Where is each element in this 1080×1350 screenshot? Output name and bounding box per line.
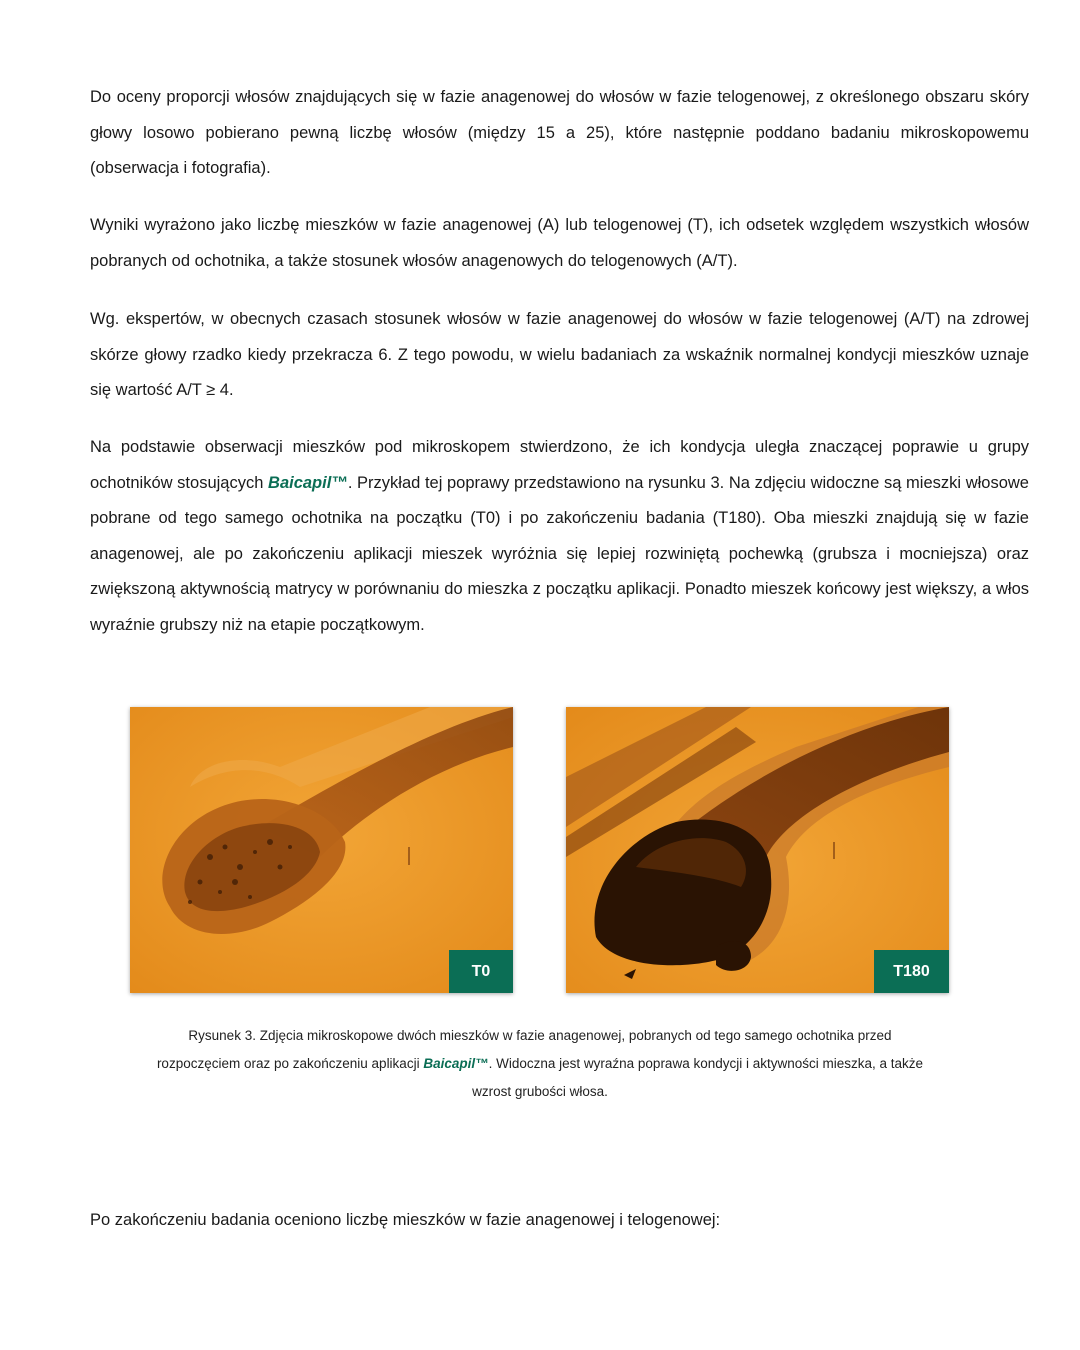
figure-caption: [150, 1022, 930, 1106]
label-t0: T0: [449, 950, 513, 993]
caption-text-2: . Widoczna jest wyraźna poprawa kondycji i aktywności mieszka, a także wzrost grubości włosa.: [472, 1056, 924, 1099]
micrograph-t180: [566, 707, 949, 993]
paragraph-method: Do oceny proporcji włosów znajdujących się w fazie anagenowej do włosów w fazie telogenowej, z określonego obszaru skóry głowy losowo pobierano pewną liczbę włosów (między 15 a 25), które następnie poddano badaniu mikroskopowemu (obserwacja i fotografia).: [90, 88, 1029, 177]
paragraph-observation-text-1: Na podstawie obserwacji mieszków pod mikroskopem stwierdzono, że ich kondycja uległa znaczącej poprawie u grupy ochotników stosujących: [90, 438, 1029, 492]
caption-text-1: Rysunek 3. Zdjęcia mikroskopowe dwóch mieszków w fazie anagenowej, pobranych od tego samego ochotnika przed rozpoczęciem oraz po zakończeniu aplikacji: [156, 1028, 892, 1071]
label-t180: T180: [874, 950, 949, 993]
micrograph-t0: [130, 707, 513, 993]
paragraph-final: Po zakończeniu badania oceniono liczbę mieszków w fazie anagenowej i telogenowej:: [90, 1211, 721, 1229]
brand-name: Baicapil™: [268, 473, 348, 492]
paragraph-results-format: Wyniki wyrażono jako liczbę mieszków w fazie anagenowej (A) lub telogenowej (T), ich odsetek względem wszystkich włosów pobranych od ochotnika, a także stosunek włosów anagenowych do telogenowych (A/T).: [90, 216, 1029, 270]
paragraph-observation: [90, 430, 1029, 643]
paragraph-experts: Wg. ekspertów, w obecnych czasach stosunek włosów w fazie anagenowej do włosów w fazie telogenowej (A/T) na zdrowej skórze głowy rzadko kiedy przekracza 6. Z tego powodu, w wielu badaniach za wskaźnik normalnej kondycji mieszków uznaje się wartość A/T ≥ 4.: [90, 310, 1029, 399]
paragraph-observation-text-2: . Przykład tej poprawy przedstawiono na rysunku 3. Na zdjęciu widoczne są mieszki włosowe pobrane od tego samego ochotnika na początku (T0) i po zakończeniu badania (T180). Oba mieszki znajdują się w fazie anagenowej, ale po zakończeniu aplikacji mieszek wyróżnia się lepiej rozwiniętą pochewką (grubsza i mocniejsza) oraz zwiększoną aktywnością matrycy w porównaniu do mieszka z początku aplikacji. Ponadto mieszek końcowy jest większy, a włos wyraźnie grubszy niż na etapie początkowym.: [90, 473, 1029, 634]
caption-brand-name: Baicapil™: [423, 1056, 489, 1071]
